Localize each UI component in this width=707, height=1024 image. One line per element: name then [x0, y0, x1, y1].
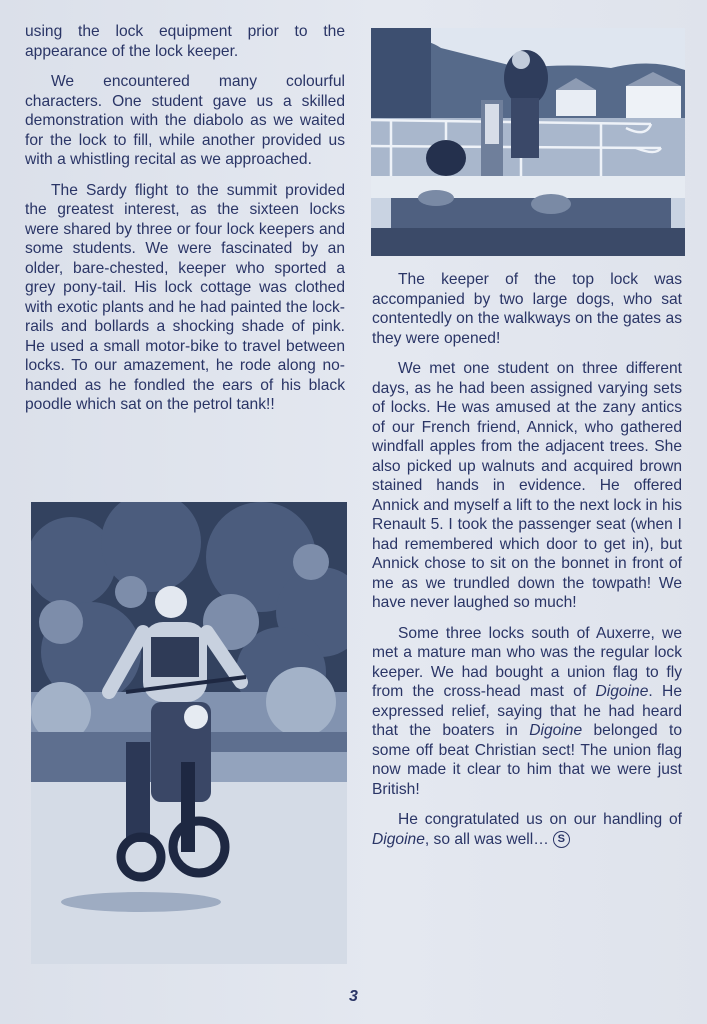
- text-run: Some three locks south of Auxerre, we met a mature man who was the regular lock keeper. We had bought a union flag to fly from the cross-head mast of: [372, 624, 682, 700]
- page-number: 3: [349, 988, 358, 1005]
- end-of-article-mark: S: [553, 831, 570, 848]
- boat-name: Digoine: [529, 722, 583, 739]
- text-run: He congratulated us on our handling of: [398, 811, 682, 828]
- paragraph: We met one student on three different days, as he had been assigned varying sets of locks. He was amused at the zany antics of our French friend, Annick, who gathered windfall apples from the adjacent trees. She also picked up walnuts and acquired brown stained hands in evidence. He offered Annick and myself a lift to the next lock in his Renault 5. I took the passenger seat (when I had remembered which door to get in), but Annick chose to sit on the bonnet in front of me as we trundled down the towpath! We have never laughed so much!: [372, 360, 682, 611]
- text-run: , so all was well…: [424, 830, 549, 848]
- boat-name: Digoine: [372, 830, 425, 848]
- motorbike-illustration: [31, 502, 347, 964]
- paragraph: The Sardy flight to the summit provided the greatest interest, as the sixteen locks were shared by three or four lock keepers and some students. We were fascinated by an older, bare-chested, keeper who sported a grey pony-tail. His lock cottage was clothed with exotic plants and he had painted the lock-rails and bollards a shocking shade of pink. He used a small motor-bike to travel between locks. To our amazement, he rode along no-handed as he fondled the ears of his black poodle which sat on the petrol tank!!: [25, 181, 345, 413]
- boat-name: Digoine: [595, 683, 649, 700]
- text-run: . He expressed relief, saying that he had heard that the boaters in: [372, 683, 682, 739]
- text-run: belonged to some off beat Christian sect! The union flag now made it clear to him that we were just British!: [372, 722, 682, 798]
- paragraph: [372, 624, 682, 800]
- left-text-column: [25, 22, 345, 426]
- paragraph: [372, 810, 682, 849]
- paragraph: The keeper of the top lock was accompanied by two large dogs, who sat contentedly on the walkways on the gates as they were opened!: [372, 271, 682, 347]
- paragraph: using the lock equipment prior to the appearance of the lock keeper.: [25, 23, 345, 60]
- paragraph: We encountered many colourful characters. One student gave us a skilled demonstration with the diabolo as we waited for the lock to fill, while another provided us with a whistling recital as we approached.: [25, 73, 345, 168]
- motorbike-keeper-photo: [31, 502, 347, 964]
- lock-gate-photo: [371, 28, 685, 256]
- right-text-column: [372, 270, 682, 860]
- lock-gate-illustration: [371, 28, 685, 256]
